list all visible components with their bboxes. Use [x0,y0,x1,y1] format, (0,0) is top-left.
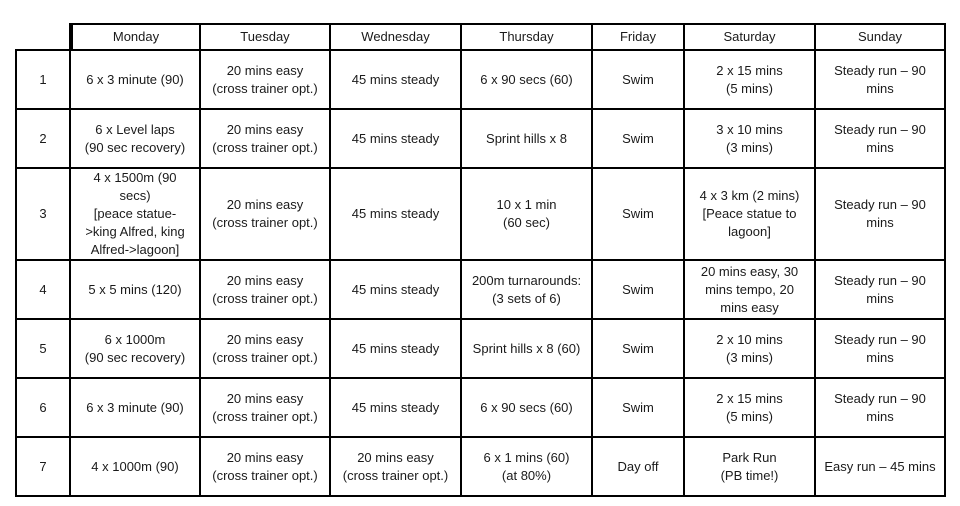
table-cell [201,261,331,320]
cell-text: 6 x 3 minute (90) [86,71,184,87]
table-cell [71,169,201,261]
header-sunday [816,23,946,51]
header-saturday [685,23,816,51]
cell-text: Steady run – 90 mins [834,121,926,155]
header-label: Monday [112,29,160,44]
cell-text: 6 x Level laps (90 sec recovery) [84,121,186,155]
week-number: 3 [39,206,47,221]
week-number-cell [15,438,71,497]
table-cell [331,169,462,261]
table-cell [71,438,201,497]
cell-text: 6 x 3 minute (90) [86,399,184,415]
header-label: Friday [619,29,657,44]
cell-text: 45 mins steady [351,71,440,87]
cell-text: 20 mins easy (cross trainer opt.) [212,121,318,155]
table-cell [331,261,462,320]
cell-text: Steady run – 90 mins [834,390,926,424]
table-cell [462,379,593,438]
cell-text: 20 mins easy, 30 mins tempo, 20 mins easy [700,263,799,315]
week-number-cell [15,320,71,379]
table-cell [71,110,201,169]
cell-text: 2 x 15 mins (5 mins) [716,390,783,424]
table-cell [816,110,946,169]
table-cell [71,379,201,438]
cell-text: Steady run – 90 mins [834,331,926,365]
week-number: 6 [39,399,47,415]
table-cell [593,261,685,320]
cell-text: Swim [622,281,654,297]
table-cell [593,169,685,261]
table-cell [331,320,462,379]
cell-text: Easy run – 45 mins [824,458,936,474]
header-friday [593,23,685,51]
table-cell [201,438,331,497]
cell-text: 5 x 5 mins (120) [88,281,182,297]
cell-text: Swim [622,399,654,415]
cell-text: 200m turnarounds: (3 sets of 6) [471,272,582,306]
table-cell [593,110,685,169]
week-number-cell [15,261,71,320]
cell-text: 20 mins easy (cross trainer opt.) [212,449,318,483]
table-cell [201,320,331,379]
cell-text: 3 x 10 mins (3 mins) [716,121,783,155]
table-cell [816,320,946,379]
table-cell [816,379,946,438]
table-cell [593,438,685,497]
header-tuesday [201,23,331,51]
table-cell [331,379,462,438]
cell-text: 2 x 10 mins (3 mins) [716,331,783,365]
table-cell [816,438,946,497]
cell-text: Swim [622,206,654,221]
table-cell [462,261,593,320]
table-cell [71,261,201,320]
cell-text: 45 mins steady [351,399,440,415]
table-cell [201,169,331,261]
cell-text: 4 x 1500m (90 secs) [peace statue- >king Alfred, king Alfred->lagoon] [85,170,185,257]
header-wednesday [331,23,462,51]
table-cell [593,320,685,379]
table-cell [462,320,593,379]
cell-text: Swim [622,71,654,87]
table-cell [816,169,946,261]
cell-text: Steady run – 90 mins [834,62,926,96]
table-cell [201,110,331,169]
cell-text: Park Run (PB time!) [720,449,779,483]
cell-text: 10 x 1 min (60 sec) [496,197,557,230]
table-cell [593,51,685,110]
table-cell [201,379,331,438]
table-cell [685,169,816,261]
cell-text: Sprint hills x 8 (60) [472,340,581,356]
week-number: 2 [39,130,47,146]
cell-text: Swim [622,130,654,146]
table-cell [685,110,816,169]
table-cell [331,51,462,110]
cell-text: 45 mins steady [351,130,440,146]
week-number-cell [15,379,71,438]
table-cell [462,51,593,110]
cell-text: 20 mins easy (cross trainer opt.) [212,197,318,230]
week-number-cell [15,51,71,110]
cell-text: 20 mins easy (cross trainer opt.) [212,331,318,365]
table-cell [71,51,201,110]
week-number: 4 [39,281,47,297]
cell-text: 6 x 1 mins (60) (at 80%) [483,449,570,483]
table-cell [331,110,462,169]
cell-text: 20 mins easy (cross trainer opt.) [212,272,318,306]
cell-text: 6 x 90 secs (60) [480,399,573,415]
cell-text: Day off [617,458,659,474]
cell-text: 4 x 1000m (90) [91,458,179,474]
cell-text: 20 mins easy (cross trainer opt.) [212,390,318,424]
table-cell [462,110,593,169]
cell-text: 4 x 3 km (2 mins) [Peace statue to lagoon] [699,188,800,239]
table-corner [15,23,71,51]
table-cell [201,51,331,110]
table-cell [685,438,816,497]
cell-text: 6 x 90 secs (60) [480,71,573,87]
cell-text: Steady run – 90 mins [834,197,926,230]
week-number: 5 [39,340,47,356]
cell-text: 45 mins steady [351,340,440,356]
cell-text: 45 mins steady [351,206,440,221]
table-cell [685,379,816,438]
header-thursday [462,23,593,51]
header-label: Thursday [499,29,554,44]
week-number: 7 [39,458,47,474]
header-label: Wednesday [361,29,430,44]
header-label: Sunday [857,29,903,44]
week-number: 1 [39,71,47,87]
cell-text: Swim [622,340,654,356]
table-cell [685,51,816,110]
table-cell [685,261,816,320]
cell-text: 20 mins easy (cross trainer opt.) [342,449,449,483]
table-cell [816,51,946,110]
cell-text: 20 mins easy (cross trainer opt.) [212,62,318,96]
table-cell [331,438,462,497]
cell-text: 6 x 1000m (90 sec recovery) [84,331,186,365]
cell-text: Steady run – 90 mins [834,272,926,306]
table-cell [462,169,593,261]
header-label: Tuesday [240,29,290,44]
table-cell [71,320,201,379]
table-cell [462,438,593,497]
table-cell [593,379,685,438]
training-schedule-table [15,23,946,497]
table-cell [685,320,816,379]
week-number-cell [15,110,71,169]
header-label: Saturday [723,29,776,44]
cell-text: 2 x 15 mins (5 mins) [716,62,783,96]
cell-text: 45 mins steady [351,281,440,297]
table-cell [816,261,946,320]
cell-text: Sprint hills x 8 [486,130,567,146]
week-number-cell [15,169,71,261]
header-monday [71,23,201,51]
